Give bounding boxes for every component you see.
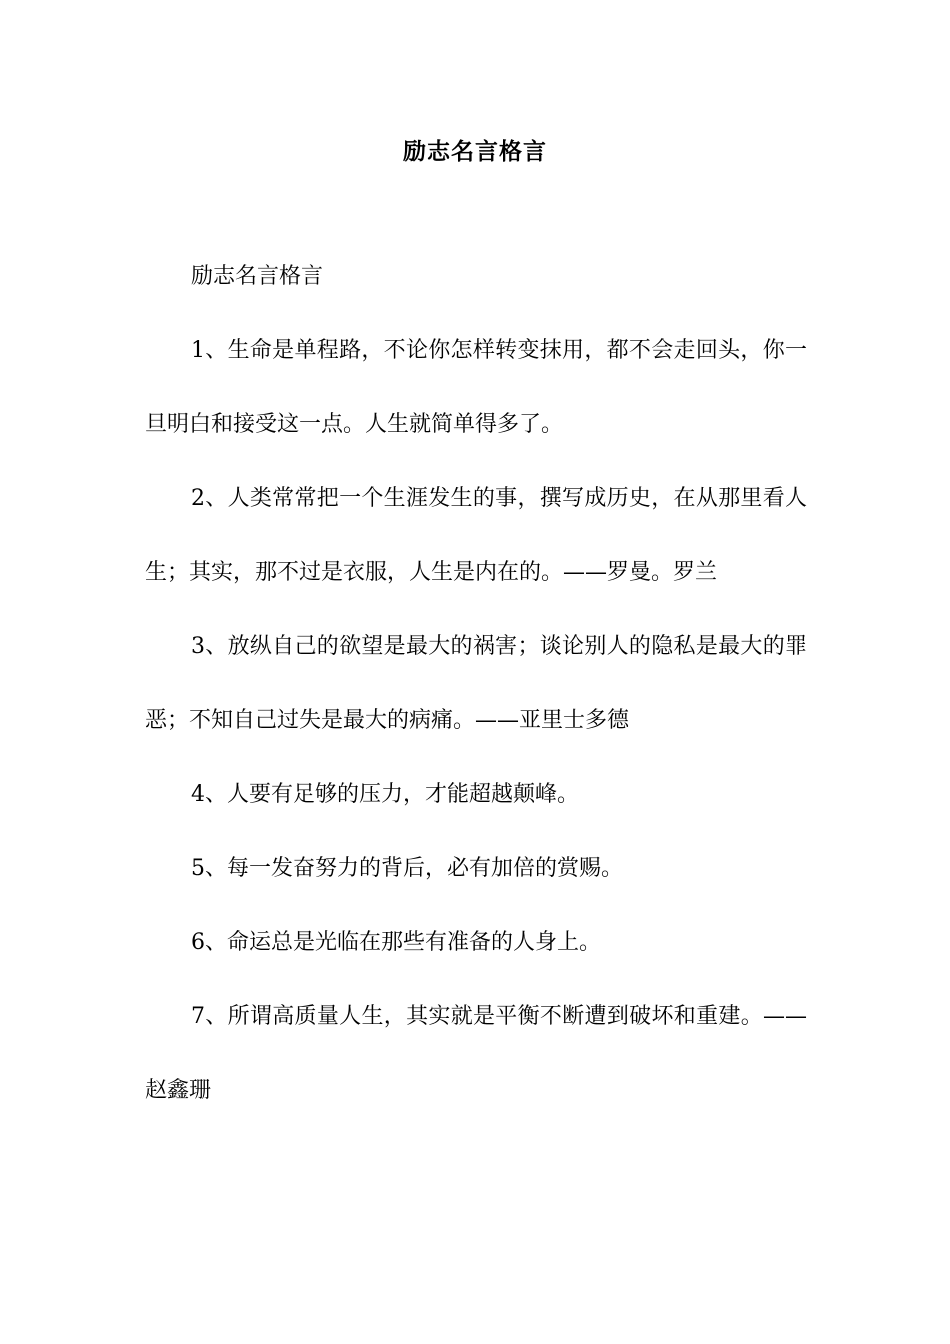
document-body	[145, 240, 807, 1128]
document-title: 励志名言格言	[403, 138, 547, 165]
paragraph-quote-7: 7、所谓高质量人生，其实就是平衡不断遭到破坏和重建。——赵鑫珊	[145, 1004, 807, 1103]
paragraph-quote-3: 3、放纵自己的欲望是最大的祸害；谈论别人的隐私是最大的罪恶；不知自己过失是最大的病痛。——亚里士多德	[145, 634, 807, 733]
paragraph-quote-2: 2、人类常常把一个生涯发生的事，撰写成历史，在从那里看人生；其实，那不过是衣服，人生是内在的。——罗曼。罗兰	[145, 486, 807, 585]
paragraph-quote-1: 1、生命是单程路，不论你怎样转变抹用，都不会走回头，你一旦明白和接受这一点。人生就简单得多了。	[145, 338, 807, 437]
paragraph-heading: 励志名言格言	[191, 264, 324, 289]
paragraph-quote-6: 6、命运总是光临在那些有准备的人身上。	[191, 930, 601, 955]
paragraph-quote-4: 4、人要有足够的压力，才能超越颠峰。	[191, 782, 579, 807]
paragraph-quote-5: 5、每一发奋努力的背后，必有加倍的赏赐。	[191, 856, 623, 881]
